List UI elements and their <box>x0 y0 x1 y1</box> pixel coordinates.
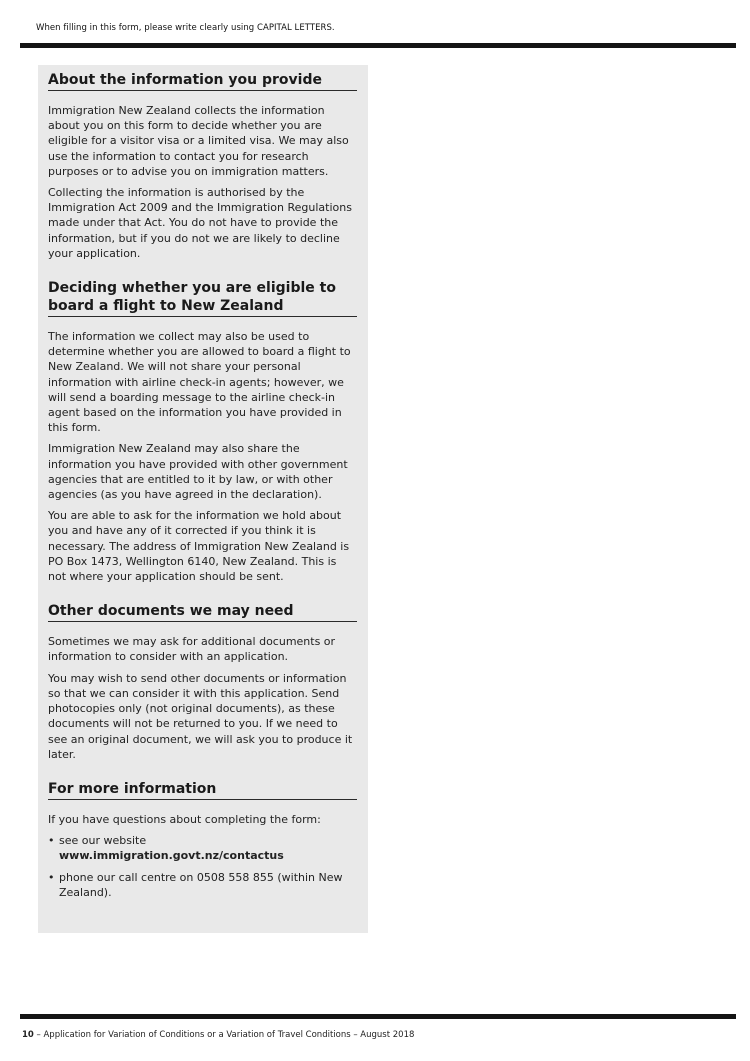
bullet-text: see our website <box>59 834 147 848</box>
privacy-info-panel <box>38 65 368 933</box>
section-heading: Deciding whether you are eligible to board a flight to New Zealand <box>48 279 357 317</box>
footer-text: – Application for Variation of Conditions or a Variation of Travel Conditions – August 2018 <box>33 1030 415 1040</box>
list-item-phone <box>48 870 357 900</box>
section-heading: For more information <box>48 780 357 800</box>
list-item-website <box>48 833 357 863</box>
paragraph: The information we collect may also be used to determine whether you are allowed to board a flight to New Zealand. We will not share your personal information with airline check-in agents; however, we will send a boarding message to the airline check-in agent based on the information you have provided in this form. <box>48 330 351 435</box>
paragraph: You may wish to send other documents or information so that we can consider it with this application. Send photocopies only (not original documents), as these documents will not be returned to you. If we need to see an original document, we will ask you to produce it later. <box>48 671 353 761</box>
page-footer <box>22 1030 414 1040</box>
form-instruction: When filling in this form, please write clearly using CAPITAL LETTERS. <box>36 23 335 33</box>
paragraph: Collecting the information is authorised by the Immigration Act 2009 and the Immigration Regulations made under that Act. You do not have to provide the information, but if you do not we are likely to decline your application. <box>48 186 352 260</box>
page-number: 10 <box>22 1030 34 1040</box>
bullet-text: phone our call centre on 0508 558 855 (within New Zealand). <box>59 870 343 899</box>
section-other-documents <box>48 602 357 762</box>
paragraph: You are able to ask for the information we hold about you and have any of it corrected if you think it is necessary. The address of Immigration New Zealand is PO Box 1473, Wellington 6140, New Zealand. This is not where your application should be sent. <box>48 509 350 584</box>
section-more-information <box>48 780 357 900</box>
paragraph: Immigration New Zealand may also share the information you have provided with other government agencies that are entitled to it by law, or with other agencies (as you have agreed in the declaration). <box>48 442 348 502</box>
section-about-information <box>48 71 357 261</box>
paragraph: Sometimes we may ask for additional documents or information to consider with an application. <box>48 635 336 664</box>
paragraph: If you have questions about completing the form: <box>48 812 321 826</box>
paragraph: Immigration New Zealand collects the information about you on this form to decide whether you are eligible for a visitor visa or a limited visa. We may also use the information to contact you for research purposes or to advise you on immigration matters. <box>48 104 349 178</box>
section-boarding-eligibility <box>48 279 357 584</box>
website-link[interactable]: www.immigration.govt.nz/contactus <box>59 849 284 863</box>
section-heading: Other documents we may need <box>48 602 357 622</box>
contact-list <box>48 833 357 900</box>
bottom-divider <box>20 1014 736 1019</box>
top-divider <box>20 43 736 48</box>
section-heading: About the information you provide <box>48 71 357 91</box>
